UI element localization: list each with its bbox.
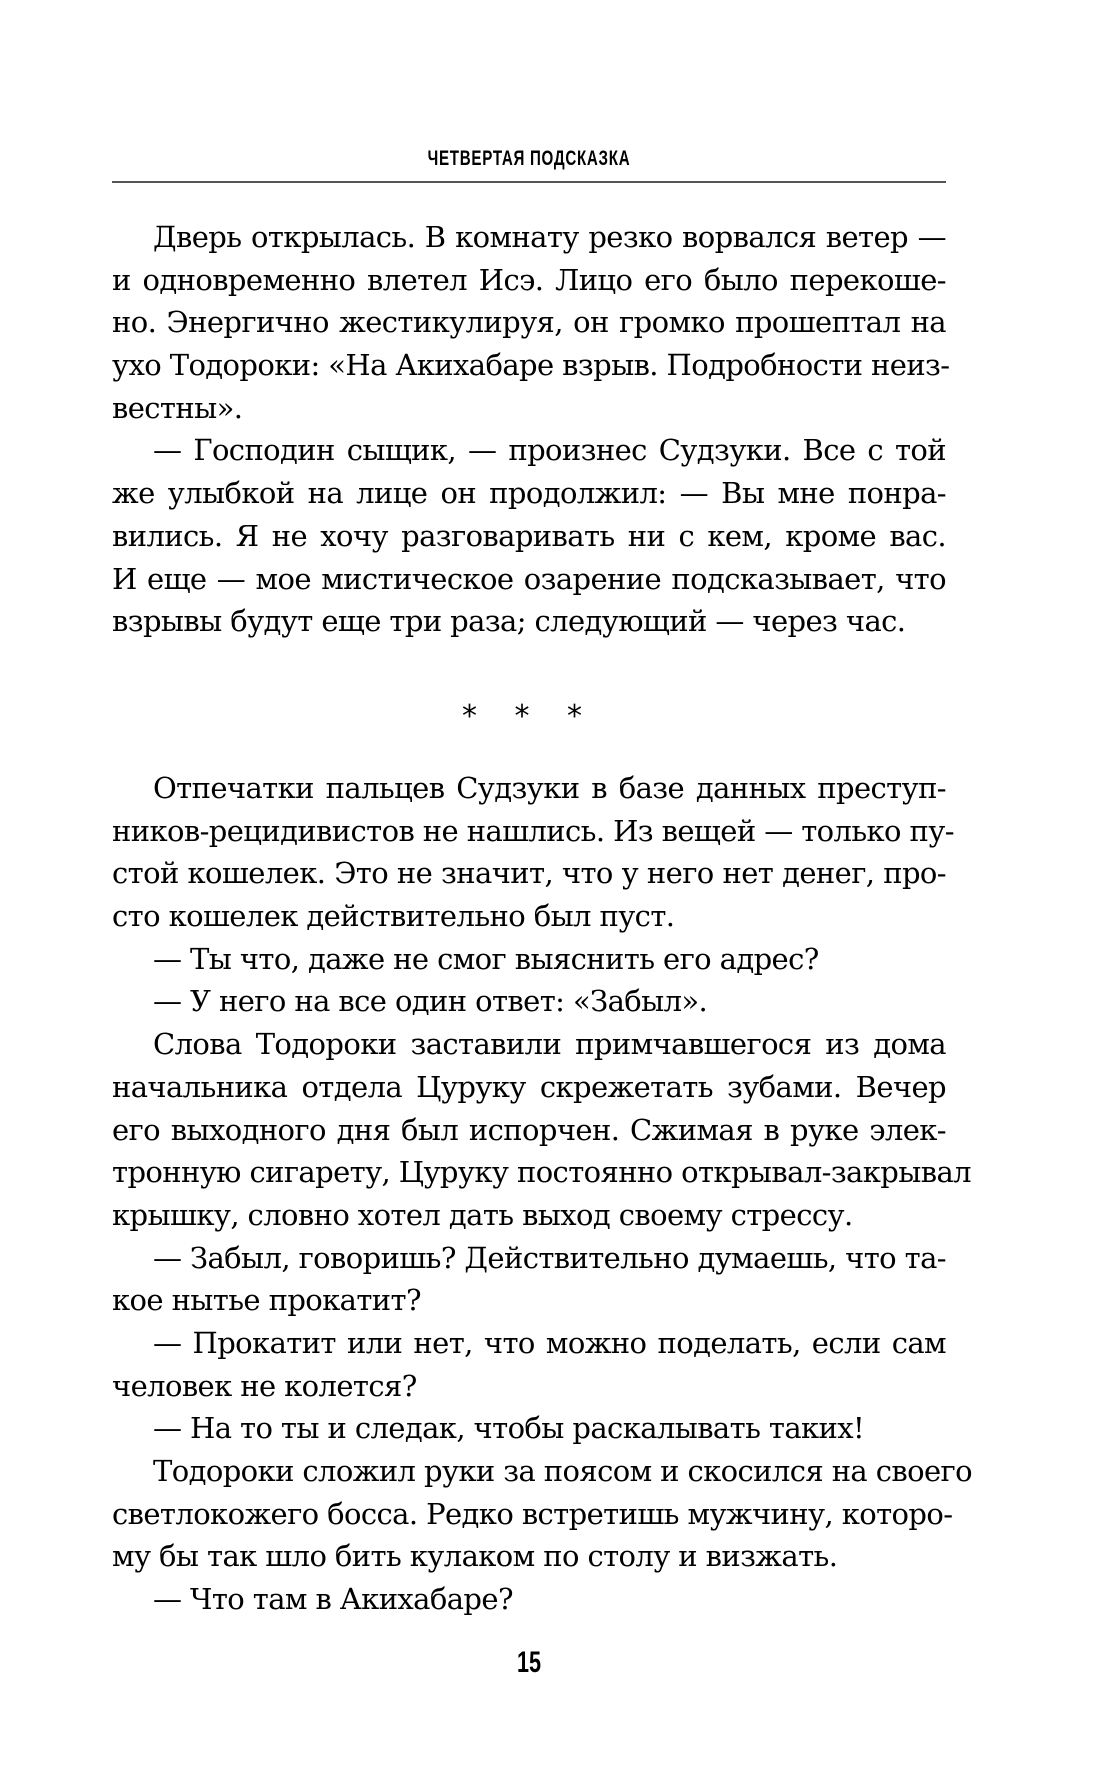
text-line: Тодороки сложил руки за поясом и скосился на своего	[153, 1454, 972, 1488]
text-line: — Господин сыщик, — произнес Судзуки. Все с той	[153, 433, 946, 468]
text-line: ников-рецидивистов не нашлись. Из вещей — только пу-	[112, 813, 954, 848]
text-line: И еще — мое мистическое озарение подсказывает, что	[112, 561, 946, 596]
text-line: му бы так шло бить кулаком по столу и визжать.	[112, 1539, 838, 1574]
text-line: сто кошелек действительно был пуст.	[112, 899, 675, 934]
text-line: вились. Я не хочу разговаривать ни с кем, кроме вас.	[112, 518, 946, 553]
text-line: стой кошелек. Это не значит, что у него нет денег, про-	[112, 856, 946, 891]
text-line: — На то ты и следак, чтобы раскалывать таких!	[153, 1411, 865, 1446]
text-line: кое нытье прокатит?	[112, 1283, 421, 1318]
text-line: — Ты что, даже не смог выяснить его адрес?	[153, 941, 819, 976]
header-rule	[112, 181, 946, 183]
text-line: и одновременно влетел Исэ. Лицо его было перекоше-	[112, 262, 946, 297]
text-line: крышку, словно хотел дать выход своему стрессу.	[112, 1197, 853, 1232]
text-line: Дверь открылась. В комнату резко ворвался ветер —	[153, 220, 946, 254]
text-line: — У него на все один ответ: «Забыл».	[153, 984, 708, 1019]
page-number: 15	[516, 1646, 542, 1679]
text-line: человек не колется?	[112, 1368, 417, 1403]
text-line: начальника отдела Цуруку скрежетать зубами. Вечер	[112, 1069, 946, 1104]
text-line: вестны».	[112, 390, 243, 425]
text-line: — Прокатит или нет, что можно поделать, если сам	[153, 1325, 946, 1360]
text-section-2	[112, 767, 972, 1621]
text-line: же улыбкой на лице он продолжил: — Вы мне понра-	[112, 476, 946, 511]
scene-break-asterisks: * * *	[461, 699, 597, 734]
text-line: взрывы будут еще три раза; следующий — через час.	[112, 604, 906, 639]
text-line: светлокожего босса. Редко встретишь мужчину, которо-	[112, 1496, 953, 1531]
text-section-1	[112, 216, 950, 643]
text-line: ухо Тодороки: «На Акихабаре взрыв. Подробности неиз-	[112, 348, 950, 383]
text-line: — Забыл, говоришь? Действительно думаешь, что та-	[153, 1240, 946, 1275]
text-line: Слова Тодороки заставили примчавшегося из дома	[153, 1027, 946, 1062]
text-line: но. Энергично жестикулируя, он громко прошептал на	[112, 305, 946, 340]
text-line: Отпечатки пальцев Судзуки в базе данных преступ-	[153, 771, 946, 805]
running-head: ЧЕТВЕРТАЯ ПОДСКАЗКА	[427, 147, 631, 170]
text-line: его выходного дня был испорчен. Сжимая в руке элек-	[112, 1112, 946, 1147]
text-line: тронную сигарету, Цуруку постоянно открывал-закрывал	[112, 1155, 971, 1190]
text-line: — Что там в Акихабаре?	[153, 1582, 513, 1617]
